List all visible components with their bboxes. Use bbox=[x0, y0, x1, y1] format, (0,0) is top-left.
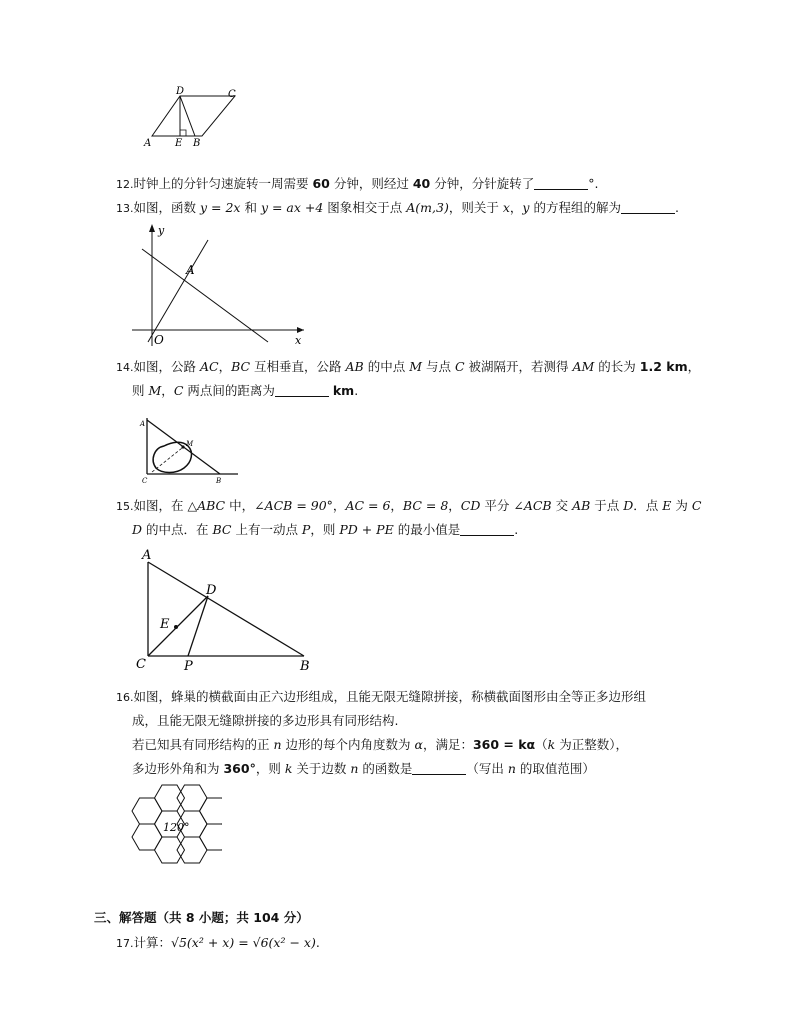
hexagon-cell bbox=[177, 785, 207, 811]
label-e: E bbox=[175, 138, 183, 148]
question-16-line-3: 若已知具有同形结构的正 n 边形的每个内角度数为 α，满足：360 = kα（k 为正整数）， bbox=[132, 737, 628, 752]
hexagon-cell bbox=[177, 837, 207, 863]
label-m: M bbox=[186, 440, 194, 448]
question-14-line-1: 14.如图，公路 AC，BC 互相垂直，公路 AB 的中点 M 与点 C 被湖隔开，若测得 AM 的长为 1.2 km， bbox=[116, 359, 701, 374]
question-number: 17. bbox=[116, 937, 134, 950]
label-a: A bbox=[144, 138, 152, 148]
question-15-line-1: 15.如图，在 △ABC 中，∠ACB = 90°，AC = 6，BC = 8，CD 平分 ∠ACB 交 AB 于点 D．点 E 为 C bbox=[116, 498, 702, 513]
question-number: 13. bbox=[116, 202, 134, 215]
label-d: D bbox=[176, 86, 185, 97]
lake-figure bbox=[138, 412, 242, 486]
line-graph-figure bbox=[128, 222, 308, 348]
label-y: y bbox=[158, 224, 165, 237]
question-16-line-2: 成，且能无限无缝隙拼接的多边形具有同形结构. bbox=[132, 713, 399, 728]
label-d: D bbox=[206, 583, 217, 598]
question-number: 15. bbox=[116, 500, 134, 513]
triangle-figure bbox=[134, 544, 316, 674]
question-16-line-4: 多边形外角和为 360°，则 k 关于边数 n 的函数是 （写出 n 的取值范围） bbox=[132, 761, 595, 776]
answer-blank[interactable] bbox=[534, 177, 588, 190]
label-c: C bbox=[136, 657, 146, 672]
label-c: C bbox=[228, 89, 236, 100]
question-14-line-2: 则 M，C 两点间的距离为 km. bbox=[132, 383, 359, 398]
label-a: A bbox=[140, 420, 146, 428]
hexagon-cell bbox=[200, 824, 223, 850]
hexagon-cell bbox=[200, 798, 223, 824]
hexagon-cell bbox=[132, 798, 162, 824]
label-c: C bbox=[142, 477, 148, 485]
honeycomb-figure bbox=[128, 780, 222, 872]
answer-blank[interactable] bbox=[621, 201, 675, 214]
label-a: A bbox=[186, 263, 195, 277]
label-o: O bbox=[154, 333, 164, 347]
label-b: B bbox=[193, 138, 201, 148]
hexagon-cell bbox=[155, 837, 185, 863]
question-13: 13.如图，函数 y = 2x 和 y = ax +4 图象相交于点 A(m,3)，则关于 x，y 的方程组的解为 . bbox=[116, 200, 679, 215]
answer-blank[interactable] bbox=[412, 762, 466, 775]
hexagon-cell bbox=[132, 824, 162, 850]
section-title: 三、解答题（共 8 小题；共 104 分） bbox=[94, 910, 309, 925]
question-16-line-1: 16.如图，蜂巢的横截面由正六边形组成，且能无限无缝隙拼接，称横截面图形由全等正多边形组 bbox=[116, 689, 647, 704]
question-15-line-2: D 的中点．在 BC 上有一动点 P，则 PD + PE 的最小值是 . bbox=[132, 522, 519, 537]
angle-label: 120° bbox=[163, 821, 190, 834]
label-e: E bbox=[160, 617, 170, 632]
answer-blank[interactable] bbox=[460, 523, 514, 536]
parallelogram-figure bbox=[140, 86, 250, 148]
question-number: 16. bbox=[116, 691, 134, 704]
question-12: 12.时钟上的分针匀速旋转一周需要 60 分钟，则经过 40 分钟，分针旋转了 °. bbox=[116, 176, 599, 191]
question-17: 17.计算：√5(x² + x) = √6(x² − x). bbox=[116, 935, 320, 950]
label-b: B bbox=[300, 659, 310, 674]
question-number: 14. bbox=[116, 361, 134, 374]
hexagon-cell bbox=[155, 785, 185, 811]
question-number: 12. bbox=[116, 178, 134, 191]
label-a: A bbox=[142, 548, 152, 563]
answer-blank[interactable] bbox=[275, 384, 329, 397]
label-x: x bbox=[295, 334, 302, 347]
label-p: P bbox=[184, 659, 193, 674]
label-b: B bbox=[216, 477, 222, 485]
